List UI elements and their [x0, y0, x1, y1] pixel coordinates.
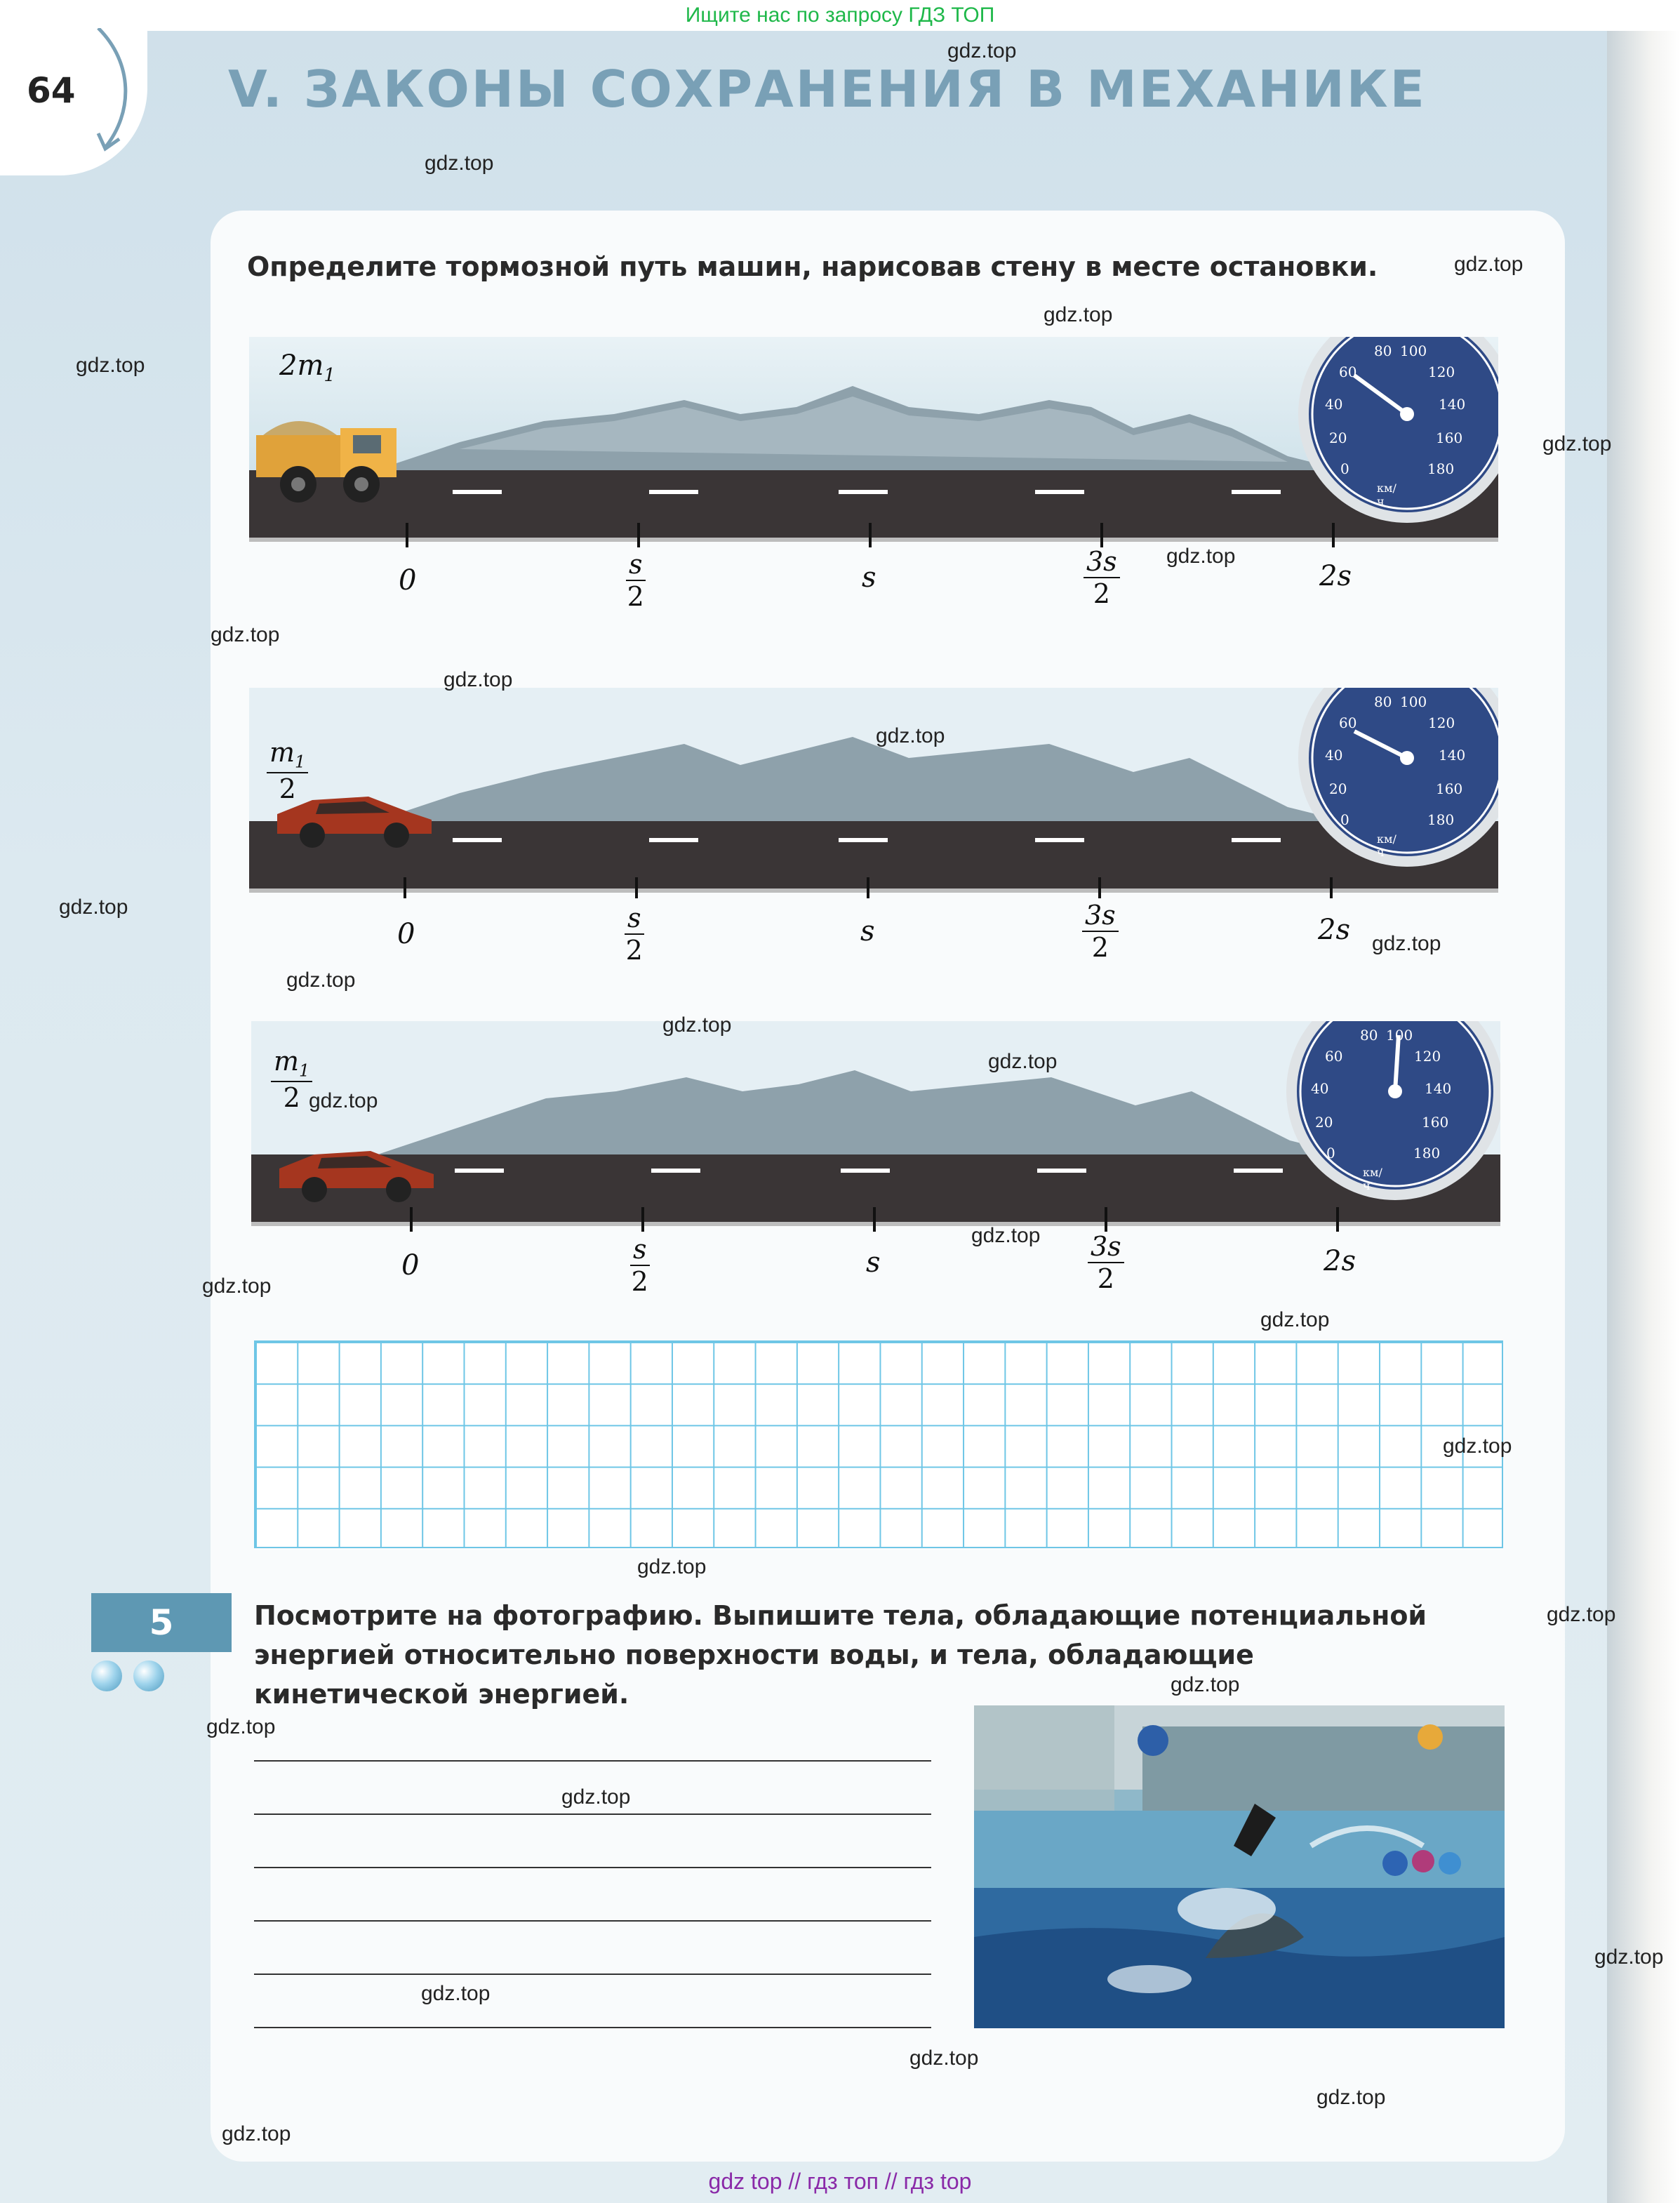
watermark: gdz.top [1044, 303, 1113, 326]
page-number-badge [0, 14, 147, 175]
tick-zero: 0 [401, 1249, 420, 1282]
scene-2-mass-label: $\frac{m_1}{2}$ [267, 737, 308, 804]
watermark: gdz.top [662, 1013, 732, 1037]
watermark: gdz.top [1547, 1603, 1616, 1626]
tick-s: s [860, 915, 875, 947]
watermark: gdz.top [1443, 1435, 1512, 1458]
tick-2s: 2s [1324, 1245, 1356, 1277]
watermark: gdz.top [1372, 932, 1441, 955]
answer-line[interactable] [254, 1813, 931, 1815]
watermark: gdz.top [309, 1089, 378, 1112]
scene-1 [249, 337, 1498, 547]
watermark: gdz.top [421, 1982, 491, 2005]
watermark: gdz.top [1454, 253, 1524, 276]
tick-2s: 2s [1319, 560, 1352, 592]
watermark: gdz.top [76, 354, 145, 377]
watermark: gdz.top [286, 969, 356, 992]
watermark: gdz.top [206, 1715, 276, 1738]
watermark: gdz.top [425, 152, 494, 175]
page-number: 64 [27, 70, 76, 111]
task5-instruction-line1: Посмотрите на фотографию. Выпишите тела, обладающие потенциальной [254, 1600, 1427, 1631]
watermark: gdz.top [971, 1224, 1041, 1247]
answer-line[interactable] [254, 1920, 931, 1922]
watermark: gdz.top [876, 724, 945, 747]
footer-links[interactable]: gdz top // гдз топ // гдз top [708, 2169, 972, 2194]
tick-half: $\frac{s}{2}$ [625, 903, 643, 966]
chapter-title: V. ЗАКОНЫ СОХРАНЕНИЯ В МЕХАНИКЕ [228, 60, 1427, 119]
task4-instruction: Определите тормозной путь машин, нарисовав стену в месте остановки. [247, 251, 1378, 282]
watermark: gdz.top [59, 896, 128, 919]
task5-number: 5 [91, 1593, 232, 1652]
scene-1-illustration [249, 337, 1498, 547]
tick-half: $\frac{s}{2}$ [631, 1234, 648, 1297]
watermark: gdz.top [211, 623, 280, 646]
scene-1-mass-label: $2m_1$ [279, 350, 335, 386]
watermark: gdz.top [947, 39, 1017, 62]
watermark: gdz.top [222, 2122, 291, 2145]
answer-line[interactable] [254, 2027, 931, 2028]
difficulty-dot-icon [133, 1660, 164, 1691]
watermark: gdz.top [1542, 432, 1612, 455]
answer-line[interactable] [254, 1974, 931, 1975]
scene-2 [249, 688, 1498, 898]
watermark: gdz.top [561, 1785, 631, 1809]
tick-half: $\frac{s}{2}$ [627, 549, 644, 612]
answer-grid[interactable] [254, 1340, 1503, 1548]
tick-2s: 2s [1318, 914, 1350, 946]
task5-instruction-line3: кинетической энергией. [254, 1679, 629, 1710]
watermark: gdz.top [909, 2046, 979, 2070]
watermark: gdz.top [444, 668, 513, 691]
scene-2-illustration [249, 688, 1498, 898]
scene-3-mass-label: $\frac{m_1}{2}$ [271, 1046, 312, 1113]
watermark: gdz.top [1166, 545, 1236, 568]
dolphinarium-photo [974, 1705, 1505, 2028]
tick-zero: 0 [399, 564, 417, 597]
book-gutter [1607, 0, 1680, 2203]
difficulty-dot-icon [91, 1660, 122, 1691]
watermark: gdz.top [1594, 1945, 1664, 1969]
scene-3-illustration [251, 1021, 1500, 1232]
watermark: gdz.top [637, 1555, 707, 1578]
watermark: gdz.top [1260, 1308, 1330, 1331]
scene-3 [251, 1021, 1500, 1232]
search-banner[interactable]: Ищите нас по запросу ГДЗ ТОП [0, 0, 1680, 31]
curve-arrow-icon [91, 28, 140, 154]
tick-three-half: $\frac{3s}{2}$ [1088, 1231, 1124, 1294]
watermark: gdz.top [988, 1050, 1058, 1073]
watermark: gdz.top [1316, 2086, 1386, 2109]
watermark: gdz.top [1171, 1673, 1240, 1696]
tick-zero: 0 [397, 918, 415, 950]
watermark: gdz.top [202, 1274, 272, 1298]
tick-s: s [866, 1246, 881, 1279]
tick-three-half: $\frac{3s}{2}$ [1082, 900, 1119, 963]
answer-line[interactable] [254, 1760, 931, 1762]
task5-instruction-line2: энергией относительно поверхности воды, и тела, обладающие [254, 1639, 1254, 1670]
answer-line[interactable] [254, 1867, 931, 1868]
tick-three-half: $\frac{3s}{2}$ [1084, 546, 1120, 609]
tick-s: s [862, 561, 876, 594]
